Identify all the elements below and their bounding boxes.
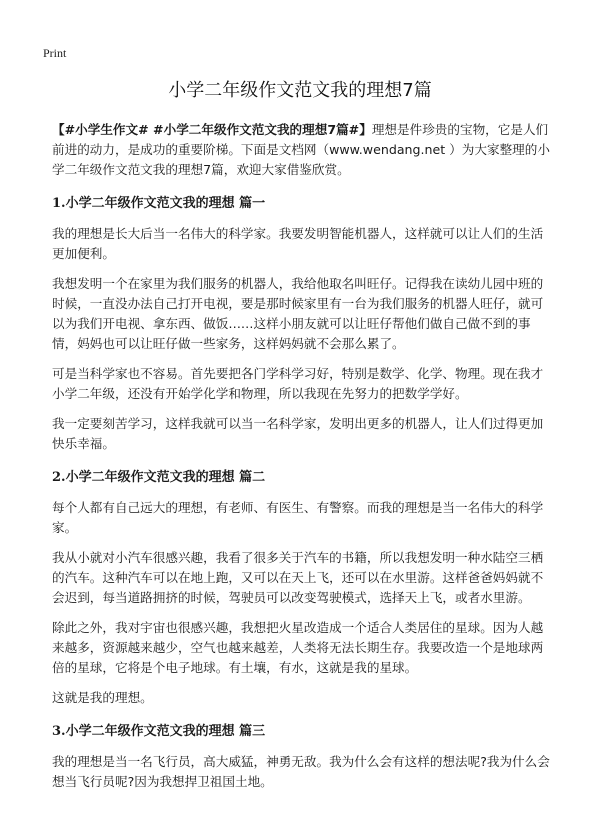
print-link[interactable]: Print [43,46,67,60]
paragraph: 这就是我的理想。 [52,690,153,705]
paragraph: 我从小就对小汽车很感兴趣，我看了很多关于汽车的书籍，所以我想发明一种水陆空三栖的汽车。这种汽车可以在地上跑，又可以在天上飞，还可以在水里游。这样爸爸妈妈就不会迟到，每当道路拥挤的时候，驾驶员可以改变驾驶模式，选择天上飞，或者水里游。 [52,550,544,605]
article-body [52,120,552,802]
section-heading-3: 3.小学二年级作文范文我的理想 篇三 [52,724,266,739]
paragraph: 除此之外，我对宇宙也很感兴趣，我想把火星改造成一个适合人类居住的星球。因为人越来越多，资源越来越少，空气也越来越差，人类将无法长期生存。我要改造一个是地球两倍的星球，它将是个电子地球。有土壤，有水，这就是我的星球。 [52,620,544,675]
paragraph: 我一定要刻苦学习，这样我就可以当一名科学家，发明出更多的机器人，让人们过得更加快乐幸福。 [52,416,544,451]
intro-tag: 【#小学生作文# #小学二年级作文范文我的理想7篇#】 [52,122,372,137]
paragraph: 可是当科学家也不容易。首先要把各门学科学习好，特别是数学、化学、物理。现在我才小学二年级，还没有开始学化学和物理，所以我现在先努力的把数学学好。 [52,366,544,401]
paragraph: 我的理想是长大后当一名伟大的科学家。我要发明智能机器人，这样就可以让人们的生活更加便利。 [52,226,544,261]
page-title: 小学二年级作文范文我的理想7篇 [168,80,432,101]
section-heading-2: 2.小学二年级作文范文我的理想 篇二 [52,470,266,485]
paragraph: 我的理想是当一名飞行员，高大威猛，神勇无敌。我为什么会有这样的想法呢?我为什么会想当飞行员呢?因为我想捍卫祖国土地。 [52,754,550,789]
intro-text: 理想是件珍贵的宝物，它是人们前进的动力，是成功的重要阶梯。下面是文档网（www.wendang.net ）为大家整理的小学二年级作文范文我的理想7篇，欢迎大家借鉴欣赏。 [52,122,550,177]
section-heading-1: 1.小学二年级作文范文我的理想 篇一 [52,196,266,211]
paragraph: 我想发明一个在家里为我们服务的机器人，我给他取名叫旺仔。记得我在读幼儿园中班的时候，一直没办法自己打开电视，要是那时候家里有一台为我们服务的机器人旺仔，就可以为我们开电视、拿东西、做饭……这样小朋友就可以让旺仔帮他们做自己做不到的事情，妈妈也可以让旺仔做一些家务，这样妈妈就不会那么累了。 [52,276,544,351]
paragraph: 每个人都有自己远大的理想，有老师、有医生、有警察。而我的理想是当一名伟大的科学家。 [52,500,544,535]
intro-paragraph [52,120,552,180]
